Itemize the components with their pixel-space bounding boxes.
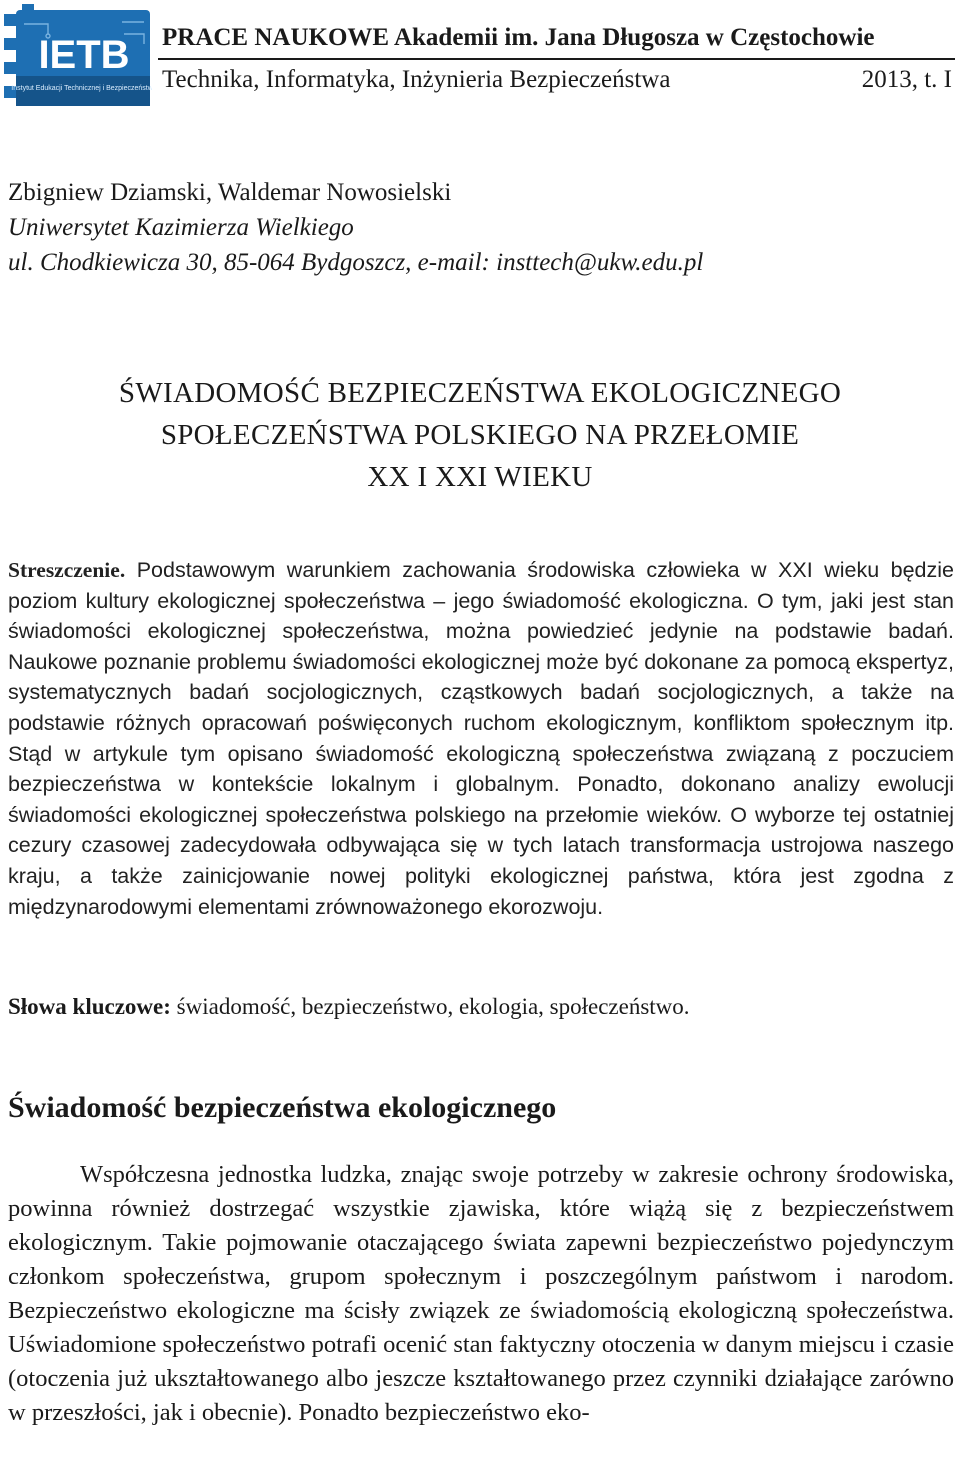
header-divider: [158, 58, 955, 60]
title-line-3: XX I XXI WIEKU: [367, 461, 593, 493]
journal-series: Technika, Informatyka, Inżynieria Bezpieczeństwa: [162, 66, 671, 93]
paper-title: [0, 372, 960, 498]
journal-title: PRACE NAUKOWE Akademii im. Jana Długosza w Częstochowie: [162, 24, 875, 51]
author-affiliation: Uniwersytet Kazimierza Wielkiego: [8, 214, 354, 241]
author-block: [8, 175, 948, 280]
section-heading: Świadomość bezpieczeństwa ekologicznego: [8, 1091, 557, 1124]
keywords: [8, 990, 954, 1024]
abstract: [8, 555, 954, 922]
journal-series-line: [162, 64, 952, 96]
body-paragraph-text: Współczesna jednostka ludzka, znając swoje potrzeby w zakresie ochrony środowiska, powinna również dostrzegać wszystkie zjawiska, które wiążą się z bezpieczeństwem ekologicznym. Takie pojmowanie otaczającego świata zapewni bezpieczeństwo pojedynczym członkom społeczeństwa, grupom społecznym i poszczególnym państwom i narodom. Bezpieczeństwo ekologiczne ma ścisły związek ze świadomością ekologiczną społeczeństwa. Uświadomione społeczeństwo potrafi ocenić stan faktyczny otoczenia w danym miejscu i czasie (otoczenia już ukształtowanego albo jeszcze kształtowanego przez czynniki działające zarówno w przeszłości, jak i obecnie). Ponadto bezpieczeństwo eko-: [8, 1161, 954, 1426]
gear-logo-icon: [4, 4, 152, 108]
ietb-logo: [4, 4, 152, 108]
author-names: Zbigniew Dziamski, Waldemar Nowosielski: [8, 179, 452, 206]
keywords-label: Słowa kluczowe:: [8, 994, 171, 1019]
abstract-text: Podstawowym warunkiem zachowania środowiska człowieka w XXI wieku będzie poziom kultury ekologicznej społeczeństwa – jego świadomość ekologiczna. O tym, jaki jest stan świadomości ekologicznej społeczeństwa, można powiedzieć jedynie na podstawie badań. Naukowe poznanie problemu świadomości ekologicznej może być dokonane za pomocą ekspertyz, systematycznych badań socjologicznych, cząstkowych badań socjologicznych, a także na podstawie różnych opracowań poświęconych ruchom ekologicznym, konfliktom społecznym itp. Stąd w artykule tym opisano świadomość ekologiczną społeczeństwa związaną z poczuciem bezpieczeństwa w kontekście lokalnym i globalnym. Ponadto, dokonano analizy ewolucji świadomości ekologicznej społeczeństwa polskiego na przełomie wieków. O wyborze tej ostatniej cezury czasowej zadecydowała odbywająca się w tych latach transformacja ustrojowa naszego kraju, a także zainicjowanie nowej polityki ekologicznej państwa, która jest zgodna z międzynarodowymi elementami zrównoważonego ekorozwoju.: [8, 558, 954, 919]
logo-text: IETB: [38, 33, 130, 77]
title-line-1: ŚWIADOMOŚĆ BEZPIECZEŃSTWA EKOLOGICZNEGO: [118, 377, 842, 409]
keywords-text: świadomość, bezpieczeństwo, ekologia, społeczeństwo.: [176, 994, 690, 1019]
logo-subtext: Instytut Edukacji Technicznej i Bezpieczeństwa: [11, 85, 152, 92]
title-line-2: SPOŁECZEŃSTWA POLSKIEGO NA PRZEŁOMIE: [160, 419, 800, 451]
body-paragraph: [8, 1158, 954, 1430]
author-address: ul. Chodkiewicza 30, 85-064 Bydgoszcz, e-mail: insttech@ukw.edu.pl: [8, 249, 704, 276]
journal-volume: 2013, t. I: [861, 66, 952, 93]
abstract-label: Streszczenie.: [8, 558, 126, 582]
